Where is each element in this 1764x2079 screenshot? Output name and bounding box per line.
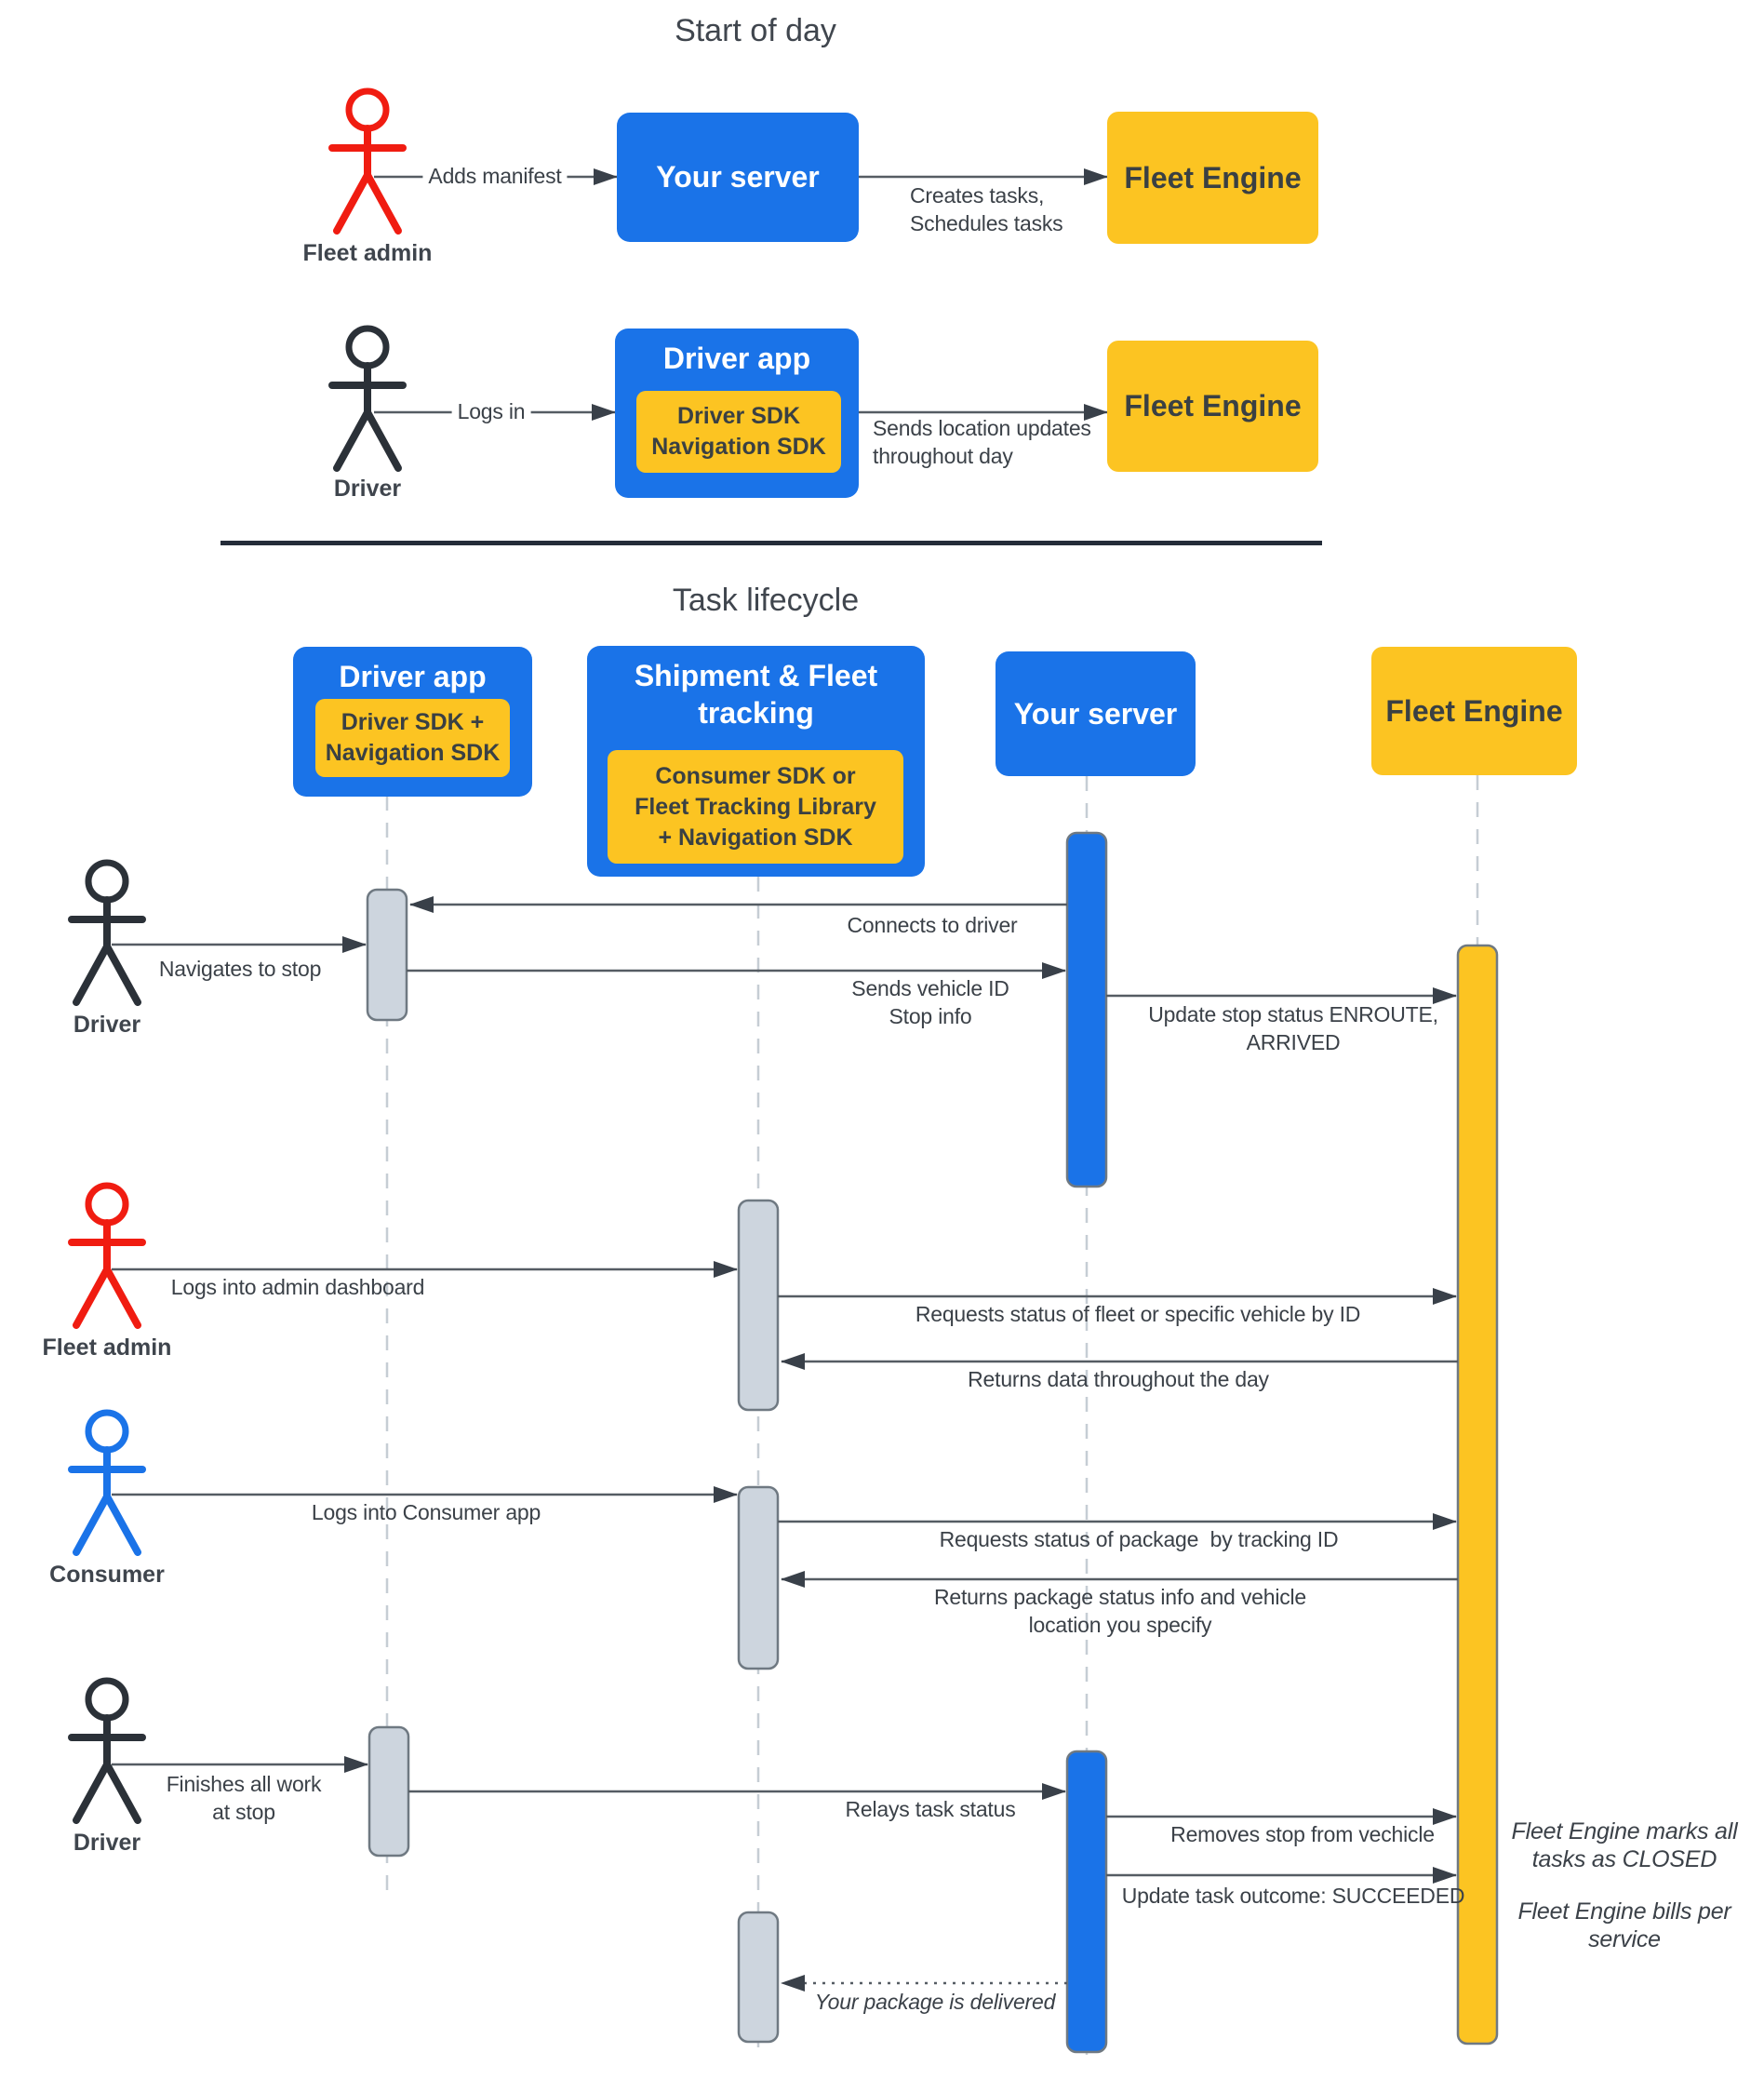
msg-requests-fleet-status: Requests status of fleet or specific vehicle by ID: [915, 1302, 1361, 1326]
fleet-engine-box-row1: [1107, 112, 1318, 244]
consumer-label: Consumer: [49, 1562, 165, 1588]
msg-finishes-work-line1: Finishes all work: [166, 1772, 322, 1796]
driver-sdk-box-top: [636, 391, 841, 473]
note-bills-line2: service: [1588, 1926, 1661, 1952]
msg-navigates-to-stop: Navigates to stop: [158, 957, 322, 981]
activation-driver-app-2: [369, 1727, 408, 1856]
your-server-box-top: [617, 113, 859, 242]
msg-connects-to-driver: Connects to driver: [847, 913, 1018, 937]
activation-shipment-3: [739, 1912, 778, 2042]
driver-app-header-label: Driver app: [339, 660, 487, 693]
note-marks-closed-line2: tasks as CLOSED: [1531, 1846, 1717, 1872]
activation-fleet-engine: [1458, 946, 1497, 2044]
fleet-engine-header: [1371, 647, 1577, 775]
note-bills-line1: Fleet Engine bills per: [1517, 1898, 1731, 1925]
consumer-actor-icon: [72, 1413, 142, 1552]
msg-consumer-login: Logs into Consumer app: [311, 1500, 541, 1524]
fleet-engine-box-row2-label: Fleet Engine: [1124, 389, 1302, 423]
fleet-admin-label-row2: Fleet admin: [42, 1335, 172, 1361]
consumer-sdk-line2: Fleet Tracking Library: [635, 793, 876, 820]
msg-returns-package-line2: location you specify: [1028, 1613, 1212, 1637]
msg-update-task-outcome: Update task outcome: SUCCEEDED: [1121, 1884, 1465, 1908]
msg-sends-vehicle-id: Sends vehicle ID: [851, 976, 1009, 1000]
section-divider: [220, 541, 1322, 545]
msg-returns-package-line1: Returns package status info and vehicle: [933, 1585, 1307, 1609]
task-lifecycle-title: Task lifecycle: [672, 583, 860, 618]
start-of-day-title: Start of day: [675, 13, 836, 48]
shipment-tracking-header: [587, 646, 925, 877]
msg-creates-tasks-line2: Schedules tasks: [910, 211, 1063, 235]
msg-finishes-work-line2: at stop: [212, 1800, 275, 1824]
msg-package-delivered: Your package is delivered: [814, 1990, 1056, 2014]
msg-relays-task-status: Relays task status: [845, 1797, 1016, 1821]
fleet-engine-header-label: Fleet Engine: [1385, 693, 1563, 728]
msg-stop-info: Stop info: [889, 1004, 972, 1028]
fleet-engine-box-row1-label: Fleet Engine: [1124, 160, 1302, 194]
driver-sdk-line1: Driver SDK: [677, 403, 800, 429]
msg-removes-stop: Removes stop from vechicle: [1170, 1822, 1435, 1846]
consumer-sdk-box: [608, 750, 903, 864]
driver-label-row1: Driver: [73, 1012, 141, 1038]
driver-sdk-header-box: [315, 699, 510, 777]
driver-actor-icon-top: [332, 329, 403, 468]
msg-adds-manifest: Adds manifest: [422, 161, 567, 192]
msg-sends-location-line2: throughout day: [873, 444, 1013, 468]
consumer-sdk-line3: + Navigation SDK: [658, 824, 853, 851]
msg-sends-location-line1: Sends location updates: [873, 416, 1091, 440]
navigation-sdk-label: Navigation SDK: [325, 740, 501, 766]
driver-label-row4: Driver: [73, 1830, 141, 1856]
note-marks-closed-line1: Fleet Engine marks all: [1511, 1818, 1738, 1844]
msg-requests-package-status: Requests status of package by tracking ID: [939, 1527, 1339, 1551]
fleet-admin-actor-icon-row2: [72, 1186, 142, 1325]
activation-your-server-1: [1067, 833, 1106, 1187]
your-server-box-top-label: Your server: [656, 160, 820, 194]
driver-app-header: [293, 647, 532, 797]
activation-shipment-1: [739, 1200, 778, 1410]
activation-driver-app-1: [368, 890, 407, 1020]
driver-actor-icon-row1: [72, 863, 142, 1002]
msg-update-stop-status-line2: ARRIVED: [1246, 1030, 1341, 1054]
msg-returns-data: Returns data throughout the day: [968, 1367, 1269, 1391]
fleet-engine-box-row2: [1107, 341, 1318, 472]
driver-app-box-top: [615, 329, 859, 498]
msg-update-stop-status-line1: Update stop status ENROUTE,: [1148, 1002, 1438, 1026]
activation-your-server-2: [1067, 1751, 1106, 2052]
shipment-tracking-title-line1: Shipment & Fleet: [634, 659, 878, 692]
shipment-tracking-title-line2: tracking: [698, 696, 814, 730]
msg-logs-in: Logs in: [452, 396, 531, 427]
driver-actor-icon-row4: [72, 1681, 142, 1820]
driver-app-box-top-label: Driver app: [662, 342, 811, 375]
driver-label-top: Driver: [333, 476, 402, 502]
your-server-header-label: Your server: [1013, 696, 1178, 731]
fleet-admin-label-top: Fleet admin: [302, 240, 433, 266]
driver-sdk-plus-label: Driver SDK +: [341, 709, 485, 735]
fleet-admin-actor-icon: [332, 91, 403, 231]
msg-creates-tasks-line1: Creates tasks,: [910, 183, 1045, 208]
your-server-header: [996, 651, 1196, 776]
consumer-sdk-line1: Consumer SDK or: [655, 762, 856, 789]
activation-shipment-2: [739, 1487, 778, 1669]
msg-admin-login: Logs into admin dashboard: [170, 1275, 425, 1299]
navigation-sdk-line1: Navigation SDK: [651, 434, 826, 460]
